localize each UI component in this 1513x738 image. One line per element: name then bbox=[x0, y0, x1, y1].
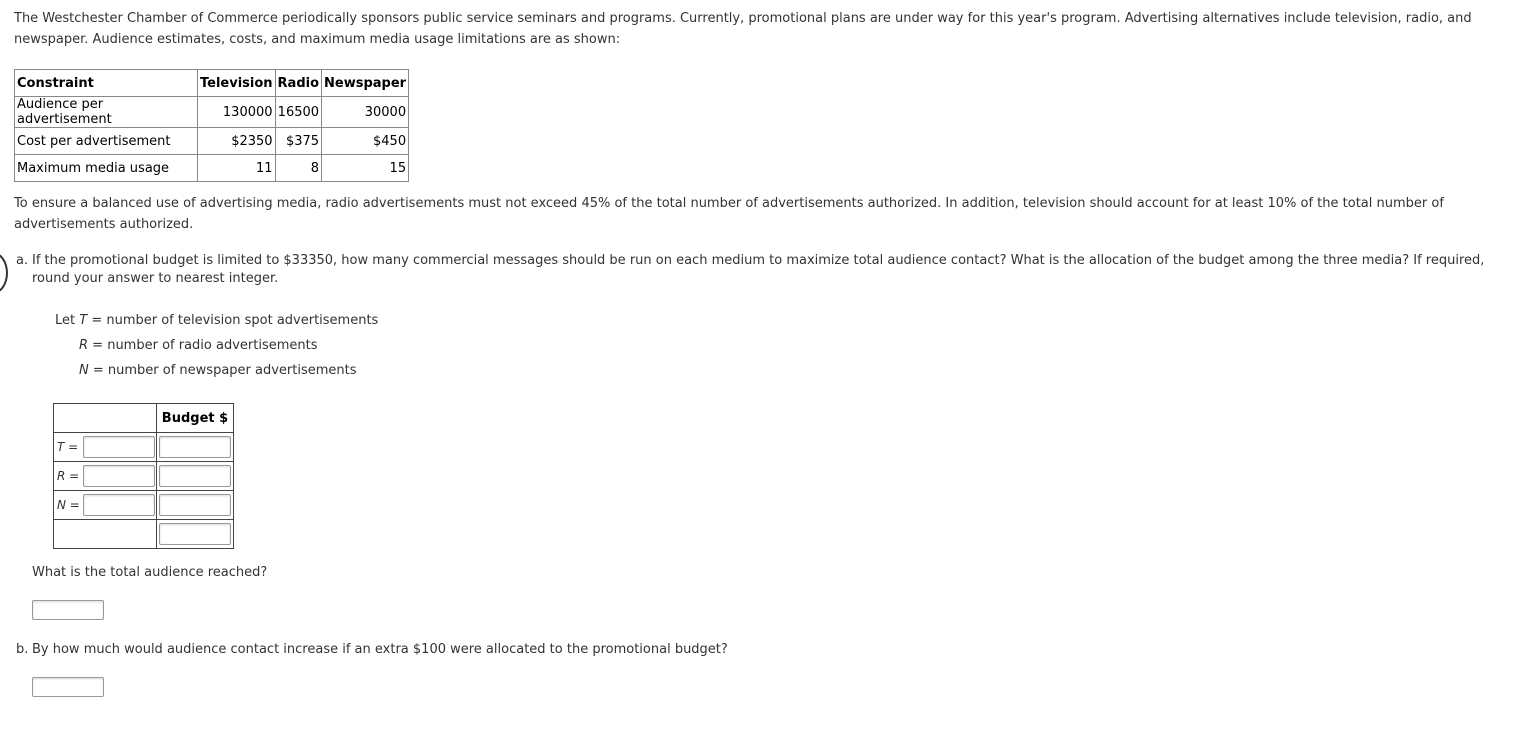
question-marker-circle bbox=[0, 252, 8, 294]
header-television: Television bbox=[198, 70, 276, 97]
audience-increase-input[interactable] bbox=[32, 677, 104, 697]
table-cell: 130000 bbox=[198, 97, 276, 128]
let-word: Let bbox=[55, 313, 76, 328]
question-b-text: By how much would audience contact increase if an extra $100 were allocated to the promotional budget? bbox=[32, 642, 728, 657]
answer-cell bbox=[157, 491, 234, 520]
row-label: Audience per advertisement bbox=[15, 97, 198, 128]
total-audience-question: What is the total audience reached? bbox=[32, 565, 268, 580]
header-radio: Radio bbox=[275, 70, 321, 97]
answer-cell bbox=[54, 491, 157, 520]
answer-row-r bbox=[54, 462, 234, 491]
definition-t bbox=[55, 312, 378, 330]
table-cell: 30000 bbox=[322, 97, 409, 128]
total-budget-input[interactable] bbox=[159, 523, 231, 545]
definition-r-text: = number of radio advertisements bbox=[88, 338, 318, 353]
table-row bbox=[15, 97, 409, 128]
header-constraint: Constraint bbox=[15, 70, 198, 97]
definition-t-text: = number of television spot advertisements bbox=[87, 313, 379, 328]
answer-cell bbox=[157, 433, 234, 462]
constraint-paragraph: To ensure a balanced use of advertising media, radio advertisements must not exceed 45% of the total number of advertisements authorized. In addition, television should account for at least 10% of the total number of advertisements authorized. bbox=[14, 196, 1444, 232]
row-label: Cost per advertisement bbox=[15, 128, 198, 155]
n-count-input[interactable] bbox=[83, 494, 155, 516]
table-cell: 8 bbox=[275, 155, 321, 182]
table-header-row bbox=[15, 70, 409, 97]
answer-cell bbox=[54, 433, 157, 462]
table-cell: $375 bbox=[275, 128, 321, 155]
row-label-t: T = bbox=[57, 439, 79, 454]
definition-n-text: = number of newspaper advertisements bbox=[88, 363, 357, 378]
var-r: R bbox=[79, 338, 89, 353]
answer-row-n bbox=[54, 491, 234, 520]
t-count-input[interactable] bbox=[83, 436, 155, 458]
row-label-n: N = bbox=[57, 497, 80, 512]
total-audience-input[interactable] bbox=[32, 600, 104, 620]
answer-header-row bbox=[54, 404, 234, 433]
definition-n bbox=[79, 362, 357, 380]
n-budget-input[interactable] bbox=[159, 494, 231, 516]
answer-cell bbox=[54, 462, 157, 491]
t-budget-input[interactable] bbox=[159, 436, 231, 458]
answer-cell bbox=[157, 520, 234, 549]
table-cell: 15 bbox=[322, 155, 409, 182]
row-label-r: R = bbox=[57, 468, 80, 483]
answer-cell-blank bbox=[54, 520, 157, 549]
table-row bbox=[15, 128, 409, 155]
question-b-label: b. bbox=[16, 642, 29, 657]
table-cell: 11 bbox=[198, 155, 276, 182]
header-newspaper: Newspaper bbox=[322, 70, 409, 97]
row-label: Maximum media usage bbox=[15, 155, 198, 182]
var-t: T bbox=[79, 313, 88, 328]
r-budget-input[interactable] bbox=[159, 465, 231, 487]
table-cell: 16500 bbox=[275, 97, 321, 128]
var-n: N bbox=[79, 363, 89, 378]
question-a-label: a. bbox=[16, 253, 29, 268]
budget-header: Budget $ bbox=[157, 404, 234, 433]
table-row bbox=[15, 155, 409, 182]
table-cell: $450 bbox=[322, 128, 409, 155]
answer-row-total bbox=[54, 520, 234, 549]
answer-cell bbox=[157, 462, 234, 491]
constraint-table bbox=[14, 69, 409, 182]
table-cell: $2350 bbox=[198, 128, 276, 155]
r-count-input[interactable] bbox=[83, 465, 155, 487]
answer-row-t bbox=[54, 433, 234, 462]
definition-r bbox=[79, 337, 318, 355]
question-a-text: If the promotional budget is limited to $33350, how many commercial messages should be run on each medium to maximize total audience contact? What is the allocation of the budget among the three media? If required, round your answer to nearest integer. bbox=[32, 253, 1485, 286]
intro-paragraph: The Westchester Chamber of Commerce periodically sponsors public service seminars and programs. Currently, promotional plans are under way for this year's program. Advertising alternatives include television, radio, and newspaper. Audience estimates, costs, and maximum media usage limitations are as shown: bbox=[14, 11, 1472, 47]
answer-table bbox=[53, 403, 234, 549]
answer-header-blank bbox=[54, 404, 157, 433]
